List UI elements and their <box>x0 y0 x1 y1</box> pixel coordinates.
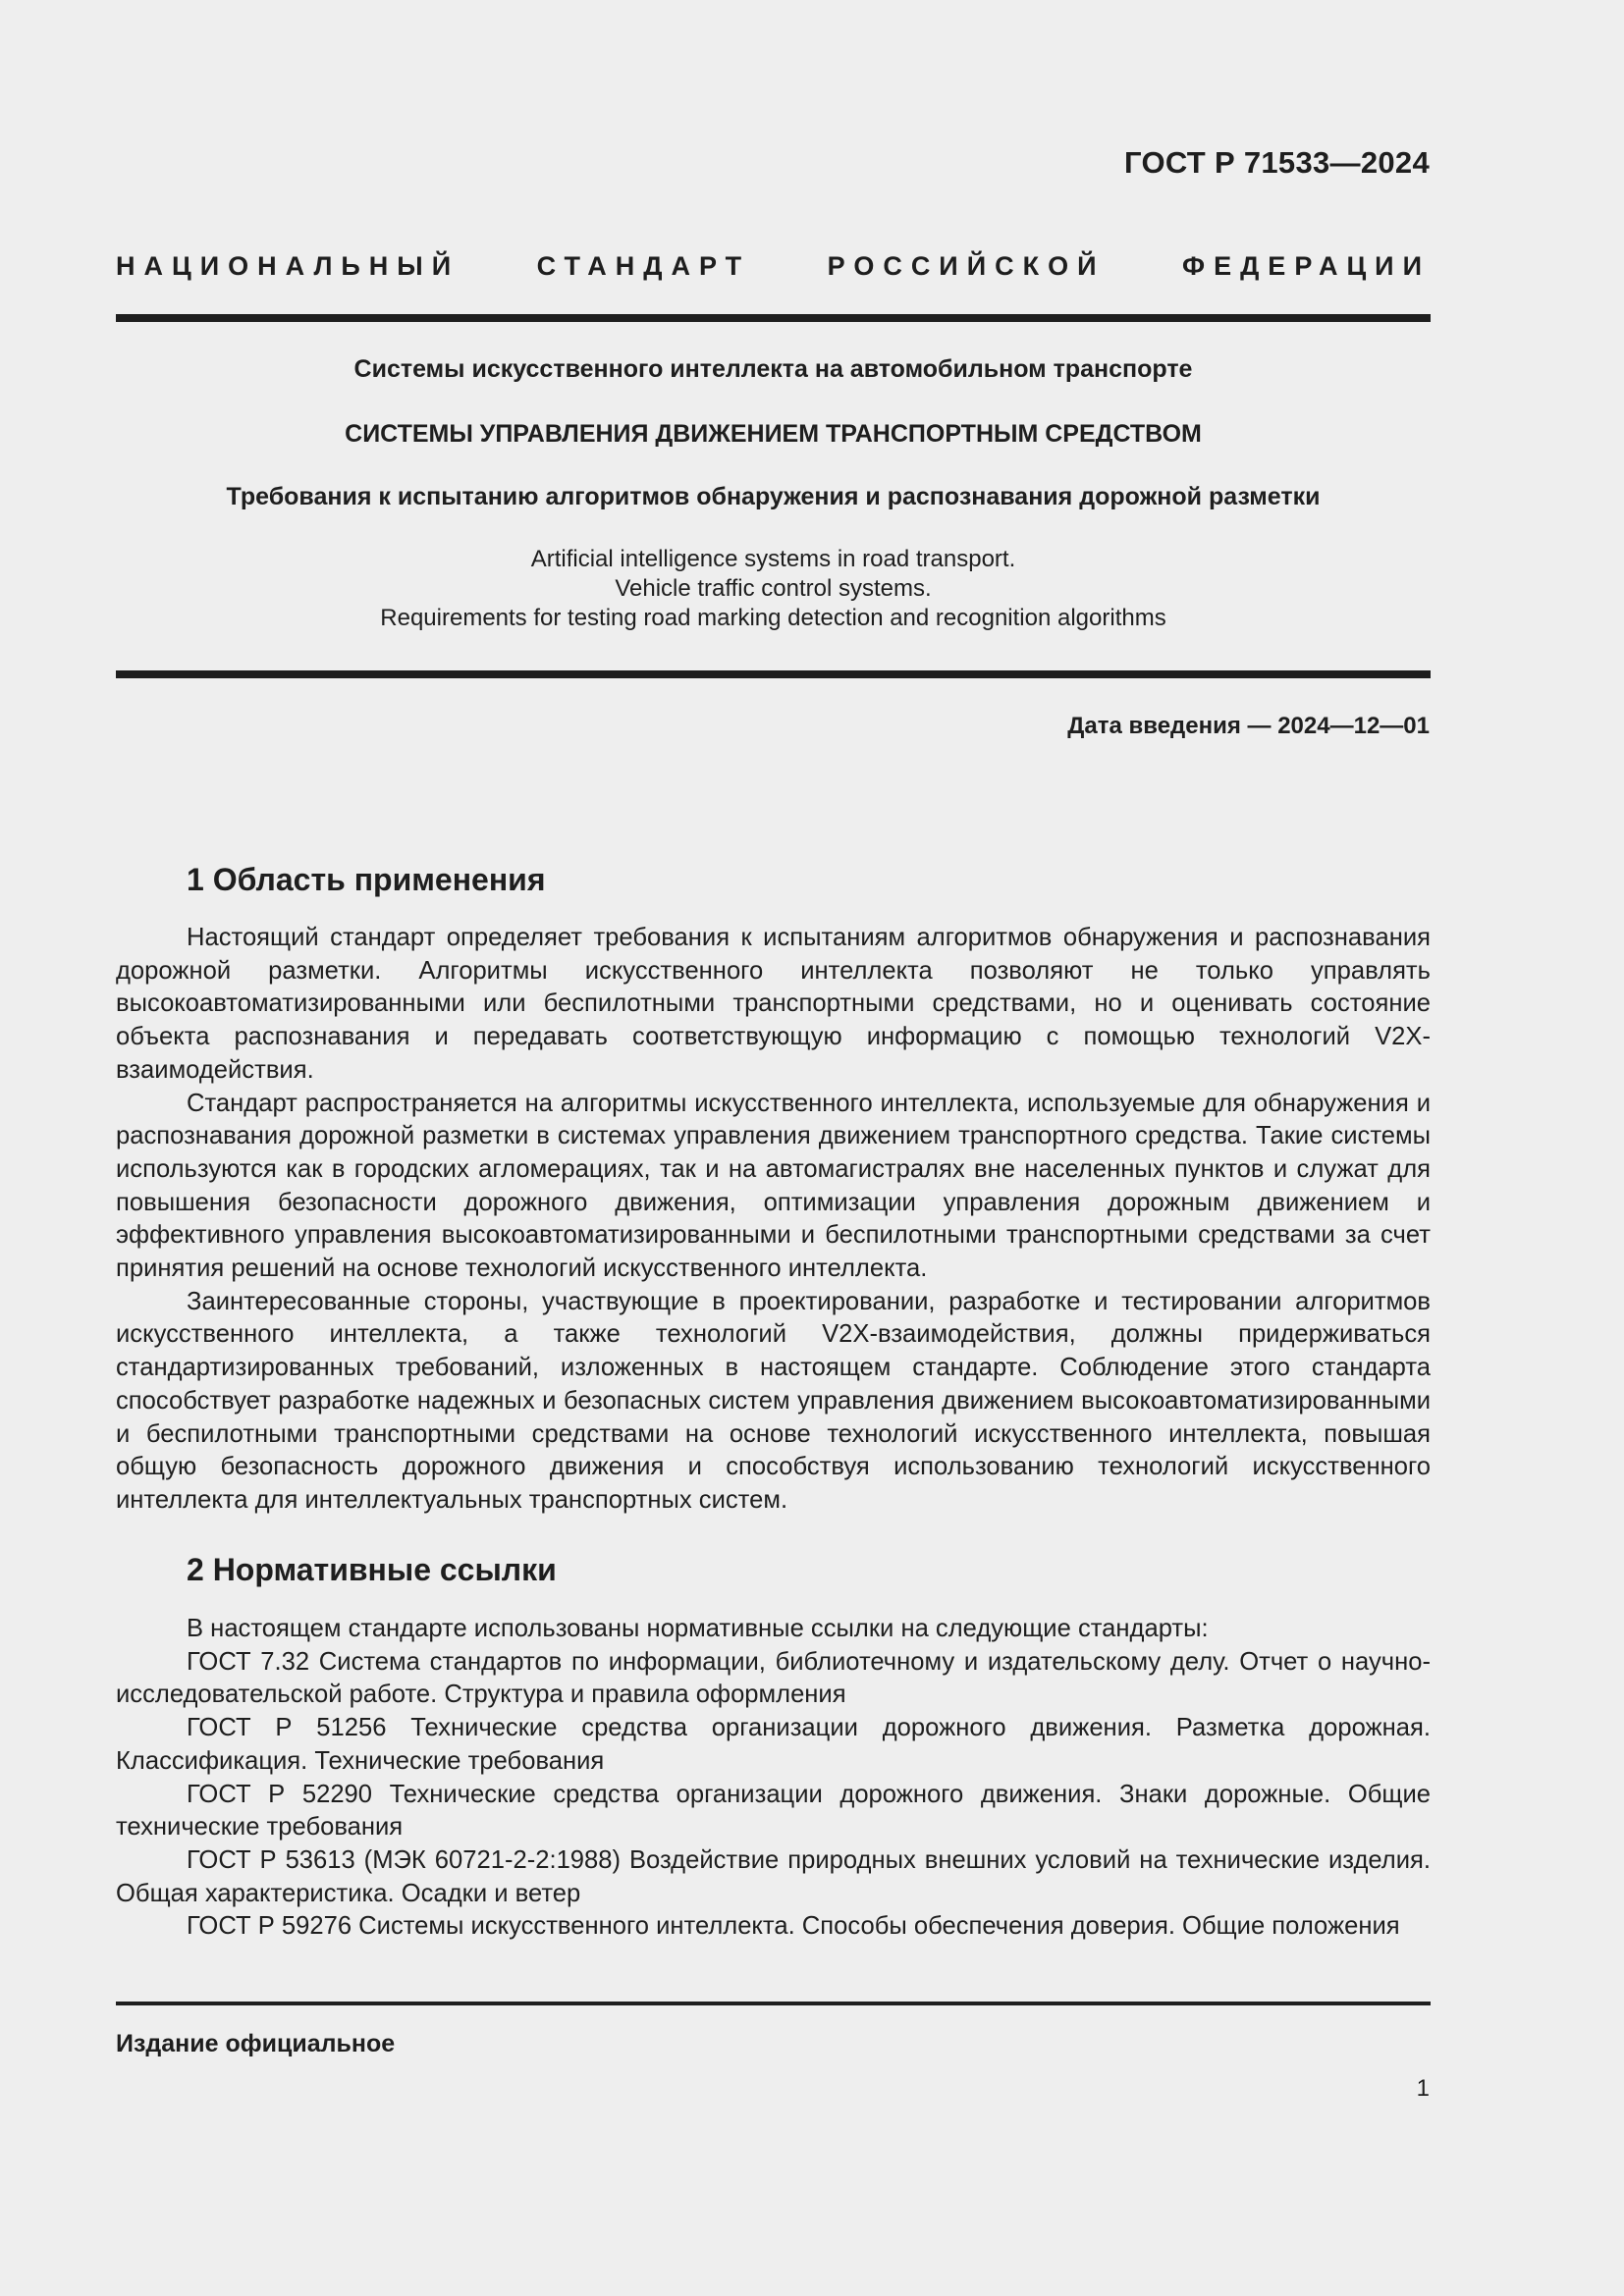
section-2-body <box>116 1613 1431 1944</box>
footer-divider <box>116 2002 1431 2005</box>
reference-item: ГОСТ 7.32 Система стандартов по информации, библиотечному и издательскому делу. Отчет о научно-исследовательской работе. Структура и правила оформления <box>116 1647 1431 1709</box>
title-divider <box>116 670 1431 678</box>
reference-item: ГОСТ Р 59276 Системы искусственного интеллекта. Способы обеспечения доверия. Общие положения <box>187 1912 1400 1941</box>
paragraph: Настоящий стандарт определяет требования к испытаниям алгоритмов обнаружения и распознавания дорожной разметки. Алгоритмы искусственного интеллекта позволяют не только управлять высокоавтоматизированными или беспилотными транспортными средствами, но и оценивать состояние объекта распознавания и передавать соответствующую информацию с помощью технологий V2X-взаимодействия. <box>116 924 1431 1084</box>
english-title <box>116 545 1431 633</box>
national-standard-banner: НАЦИОНАЛЬНЫЙ СТАНДАРТ РОССИЙСКОЙ ФЕДЕРАЦИИ <box>116 251 1431 281</box>
standard-code: ГОСТ Р 71533—2024 <box>1124 145 1430 180</box>
introduction-date: Дата введения — 2024—12—01 <box>1067 713 1430 739</box>
title-line-1: Системы искусственного интеллекта на автомобильном транспорте <box>353 355 1193 383</box>
reference-item: ГОСТ Р 52290 Технические средства организации дорожного движения. Знаки дорожные. Общие технические требования <box>116 1780 1431 1842</box>
reference-item: ГОСТ Р 51256 Технические средства организации дорожного движения. Разметка дорожная. Классификация. Технические требования <box>116 1714 1431 1775</box>
english-title-line-2: Vehicle traffic control systems. <box>615 575 932 602</box>
paragraph: Заинтересованные стороны, участвующие в проектировании, разработке и тестировании алгоритмов искусственного интеллекта, а также технологий V2X-взаимодействия, должны придерживаться стандартизированных требований, изложенных в настоящем стандарте. Соблюдение этого стандарта способствует разработке надежных и безопасных систем управления движением высокоавтоматизированными и беспилотными транспортными средствами на основе технологий искусственного интеллекта, повышая общую безопасность дорожного движения и способствуя использованию технологий искусственного интеллекта для интеллектуальных транспортных систем. <box>116 1287 1431 1514</box>
page-number: 1 <box>1416 2075 1430 2102</box>
reference-item: ГОСТ Р 53613 (МЭК 60721-2-2:1988) Воздействие природных внешних условий на технические изделия. Общая характеристика. Осадки и ветер <box>116 1845 1431 1907</box>
section-1-body <box>116 922 1431 1518</box>
title-line-3: Требования к испытанию алгоритмов обнаружения и распознавания дорожной разметки <box>226 483 1321 510</box>
section-2-heading: 2 Нормативные ссылки <box>187 1552 557 1587</box>
english-title-line-1: Artificial intelligence systems in road transport. <box>530 546 1016 572</box>
english-title-line-3: Requirements for testing road marking detection and recognition algorithms <box>380 605 1166 631</box>
paragraph: В настоящем стандарте использованы нормативные ссылки на следующие стандарты: <box>187 1615 1209 1642</box>
top-divider <box>116 314 1431 322</box>
paragraph: Стандарт распространяется на алгоритмы искусственного интеллекта, используемые для обнаружения и распознавания дорожной разметки в системах управления движением транспортного средства. Такие системы используются как в городских агломерациях, так и на автомагистралях вне населенных пунктов и служат для повышения безопасности дорожного движения, оптимизации управления дорожным движением и эффективного управления высокоавтоматизированными и беспилотными транспортными средствами за счет принятия решений на основе технологий искусственного интеллекта. <box>116 1089 1431 1283</box>
section-1-heading: 1 Область применения <box>187 862 546 897</box>
title-line-2: СИСТЕМЫ УПРАВЛЕНИЯ ДВИЖЕНИЕМ ТРАНСПОРТНЫМ СРЕДСТВОМ <box>345 420 1202 448</box>
official-edition-label: Издание официальное <box>116 2030 396 2057</box>
